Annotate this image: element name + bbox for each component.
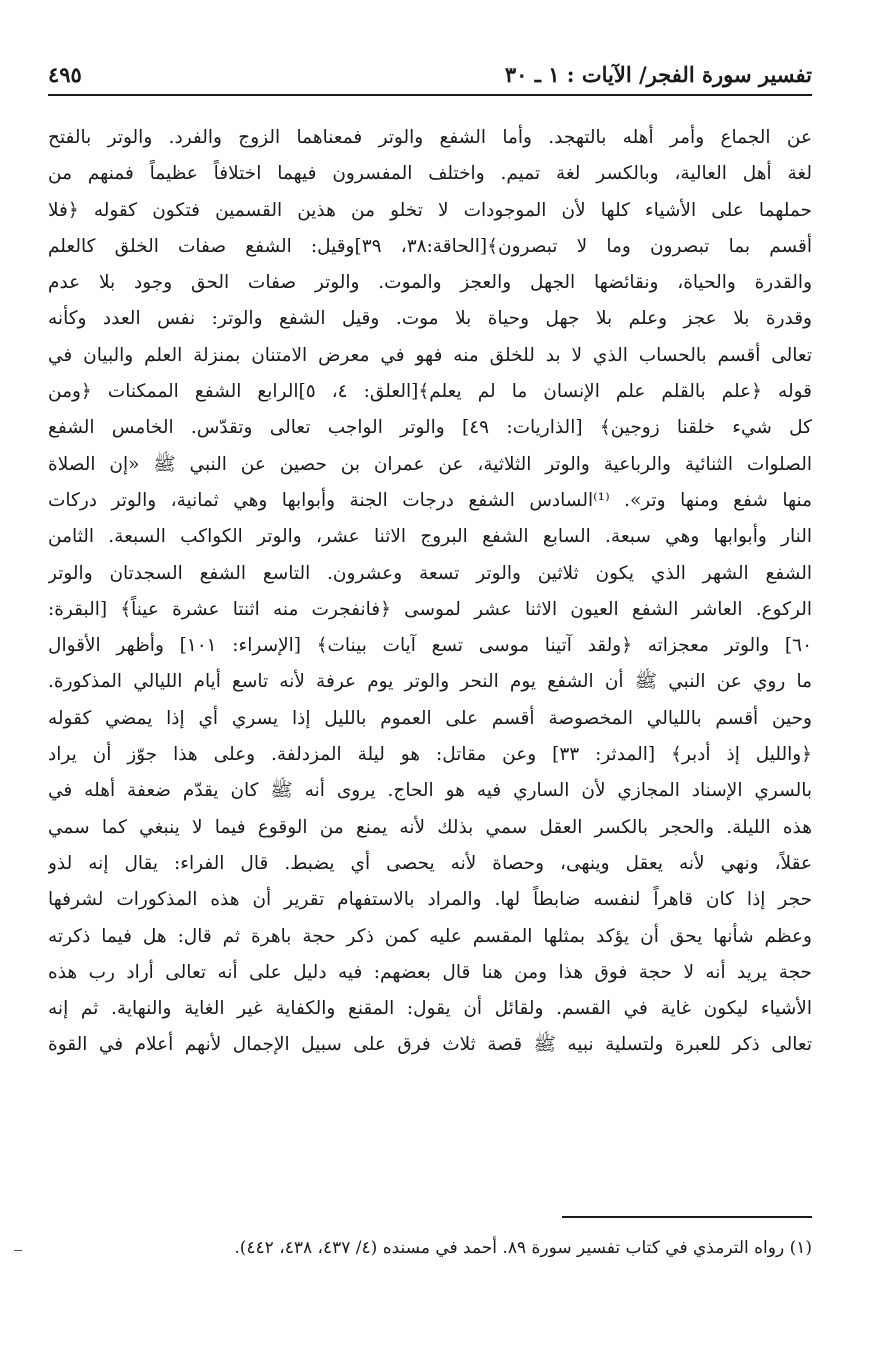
running-header (48, 58, 812, 94)
text-line: الصلوات الثنائية والرباعية والوتر الثلاثية، عن عمران بن حصين عن النبي ﷺ «إن الصلاة (48, 453, 812, 475)
text-line: ما روي عن النبي ﷺ أن الشفع يوم النحر والوتر يوم عرفة لأنه تاسع أيام الليالي المذكورة. (48, 671, 812, 693)
text-line: لغة أهل العالية، وبالكسر لغة تميم. واختلف المفسرون فيهما اختلافاً عظيماً فمنهم من (48, 163, 812, 185)
text-line: والقدرة والحياة، ونقائضها الجهل والعجز والموت. والوتر صفات الحق وجود بلا عدم (48, 272, 812, 294)
text-line: ٦٠] والوتر معجزاته ﴿ولقد آتينا موسى تسع آيات بينات﴾ [الإسراء: ١٠١] وأظهر الأقوال (48, 635, 812, 657)
text-line: حجر إذا كان قاهراً لنفسه ضابطاً لها. والمراد بالاستفهام تقرير أن هذه المذكورات لشرفها (48, 889, 812, 911)
text-line: الركوع. العاشر الشفع العيون الاثنا عشر لموسى ﴿فانفجرت منه اثنتا عشرة عيناً﴾ [البقرة: (48, 598, 812, 620)
text-line: أقسم بما تبصرون وما لا تبصرون﴾[الحاقة:٣٨، ٣٩]وقيل: الشفع صفات الخلق كالعلم (48, 235, 812, 257)
margin-mark (14, 1250, 22, 1251)
text-line: بالسري الإسناد المجازي لأن الساري فيه هو الحاج. يروى أنه ﷺ كان يقدّم ضعفة أهله في (48, 780, 812, 802)
body-text (48, 120, 812, 1064)
text-line: وقدرة بلا عجز وعلم بلا جهل وحياة بلا موت. وقيل الشفع والوتر: نفس العدد وكأنه (48, 308, 812, 330)
page-number: ٤٩٥ (48, 62, 82, 87)
text-line: تعالى ذكر للعبرة ولتسلية نبيه ﷺ قصة ثلاث فرق على سبيل الإجمال لأنهم أعلام في القوة (48, 1034, 812, 1056)
text-line: وعظم شأنها يحق أن يؤكد بمثلها المقسم عليه كمن ذكر حجة باهرة ثم قال: هل فيما ذكرته (48, 925, 812, 947)
text-line: وحين أقسم بالليالي المخصوصة أقسم على العموم بالليل إذا يسري أي إذا يمضي كقوله (48, 707, 812, 729)
text-line: عقلاً، ونهي لأنه يعقل وينهى، وحصاة لأنه يحصى أي يضبط. قال الفراء: يقال إنه لذو (48, 852, 812, 874)
running-title: تفسير سورة الفجر/ الآيات : ١ ـ ٣٠ (504, 62, 812, 87)
text-line: حجة يريد أنه لا حجة فوق هذا ومن هنا قال بعضهم: فيه دليل على أنه تعالى أراد رب هذه (48, 961, 812, 983)
text-line: حملهما على الأشياء كلها لأن الموجودات لا تخلو من هذين القسمين فتكون كقوله ﴿فلا (48, 199, 812, 221)
text-line: النار وأبوابها وهي سبعة. السابع الشفع البروج الاثنا عشر، والوتر الكواكب السبعة. الثامن (48, 526, 812, 548)
text-line: ﴿والليل إذ أدبر﴾ [المدثر: ٣٣] وعن مقاتل: هو ليلة المزدلفة. وعلى هذا جوّز أن يراد (48, 744, 812, 766)
text-line: الأشياء ليكون غاية في القسم. ولقائل أن يقول: المقنع والكفاية غير الغاية والنهاية. ثم إنه (48, 998, 812, 1020)
text-line: منها شفع ومنها وتر». ⁽¹⁾السادس الشفع درجات الجنة وأبوابها وهي ثمانية، والوتر دركات (48, 489, 812, 511)
text-line: قوله ﴿علم بالقلم علم الإنسان ما لم يعلم﴾[العلق: ٤، ٥]الرابع الشفع الممكنات ﴿ومن (48, 381, 812, 403)
text-line: الشفع الشهر الذي يكون ثلاثين والوتر تسعة وعشرون. التاسع الشفع السجدتان والوتر (48, 562, 812, 584)
text-line: عن الجماع وأمر أهله بالتهجد. وأما الشفع والوتر فمعناهما الزوج والفرد. والوتر بالفتح (48, 127, 812, 148)
text-line: هذه الليلة. والحجر بالكسر العقل سمي بذلك لأنه يمنع من الوقوع فيما لا ينبغي كما سمي (48, 816, 812, 838)
text-line: تعالى أقسم بالحساب الذي لا بد للخلق منه فهو في معرض الامتنان بمنزلة العلم والبيان في (48, 344, 812, 366)
footnote: (١) رواه الترمذي في كتاب تفسير سورة ٨٩. أحمد في مسنده (٤/ ٤٣٧، ٤٣٨، ٤٤٢). (234, 1238, 812, 1258)
book-page (48, 58, 812, 1298)
header-rule (48, 94, 812, 96)
text-line: كل شيء خلقنا زوجين﴾ [الذاريات: ٤٩] والوتر الواجب تعالى وتقدّس. الخامس الشفع (48, 417, 812, 439)
footnote-rule (562, 1216, 812, 1218)
